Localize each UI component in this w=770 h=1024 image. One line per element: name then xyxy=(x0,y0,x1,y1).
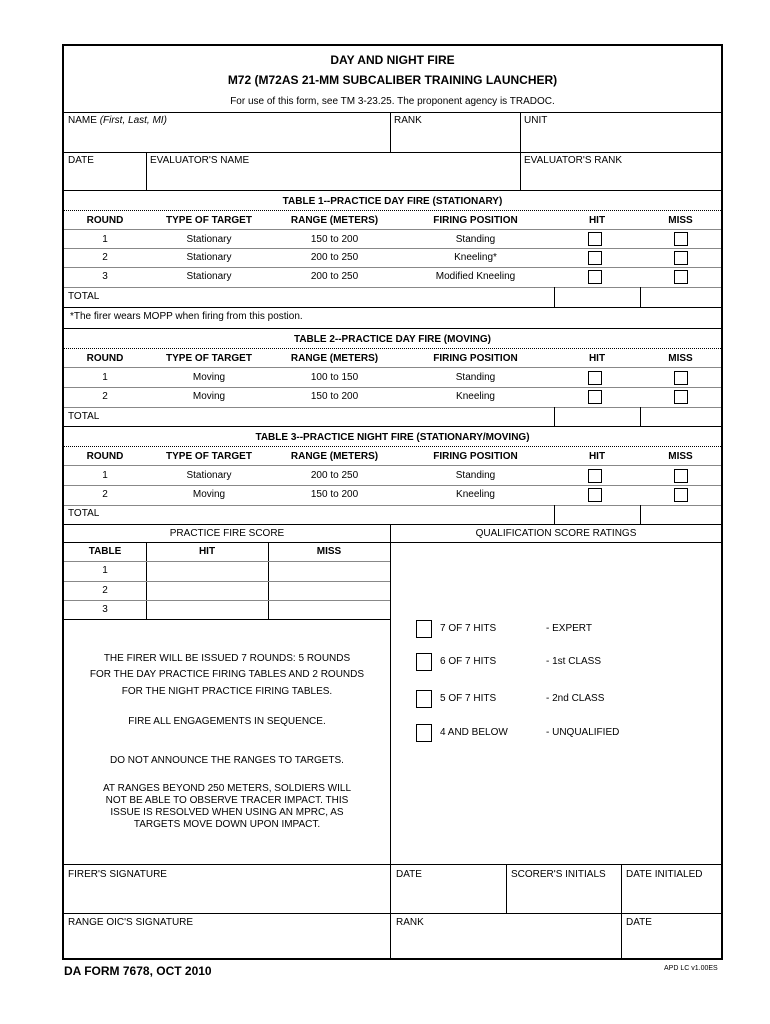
t1-position: Kneeling* xyxy=(454,252,497,263)
score-row-table: 3 xyxy=(102,604,108,615)
range-oic-signature-field[interactable] xyxy=(64,930,390,958)
version-label: APD LC v1.00ES xyxy=(664,965,718,972)
table2-title: TABLE 2--PRACTICE DAY FIRE (MOVING) xyxy=(293,334,492,345)
t1-col-round: ROUND xyxy=(86,215,124,226)
form-frame xyxy=(62,44,723,960)
t3-r1-hit-checkbox[interactable] xyxy=(588,469,602,483)
instruction-line: TARGETS MOVE DOWN UPON IMPACT. xyxy=(133,819,321,830)
t2-round: 1 xyxy=(102,372,108,383)
rating-label: - EXPERT xyxy=(546,623,592,634)
instruction-line: DO NOT ANNOUNCE THE RANGES TO TARGETS. xyxy=(110,755,344,766)
oic-date-label: DATE xyxy=(626,917,652,928)
t1-round: 3 xyxy=(102,271,108,282)
rating-hits: 5 OF 7 HITS xyxy=(440,693,497,704)
score-row3-miss-field[interactable] xyxy=(269,601,390,619)
t2-r2-miss-checkbox[interactable] xyxy=(674,390,688,404)
t2-col-hit: HIT xyxy=(588,353,606,364)
form-usage-note: For use of this form, see TM 3-23.25. The proponent agency is TRADOC. xyxy=(230,96,555,107)
rating-unqualified-checkbox[interactable] xyxy=(416,724,432,742)
t1-r1-miss-checkbox[interactable] xyxy=(674,232,688,246)
t1-range: 200 to 250 xyxy=(310,271,359,282)
oic-date-field[interactable] xyxy=(622,930,721,958)
t2-total-label: TOTAL xyxy=(68,411,100,422)
instruction-line: THE FIRER WILL BE ISSUED 7 ROUNDS: 5 ROUNDS xyxy=(103,653,351,664)
t3-round: 2 xyxy=(102,489,108,500)
date-field[interactable] xyxy=(64,167,146,190)
scorer-initials-label: SCORER'S INITIALS xyxy=(511,869,606,880)
t2-total-hit-field[interactable] xyxy=(555,408,640,426)
t3-col-hit: HIT xyxy=(588,451,606,462)
sig-date-field[interactable] xyxy=(391,882,506,913)
unit-label: UNIT xyxy=(524,115,548,126)
t3-r2-miss-checkbox[interactable] xyxy=(674,488,688,502)
instruction-line: FOR THE NIGHT PRACTICE FIRING TABLES. xyxy=(121,686,333,697)
t1-type: Stationary xyxy=(186,271,232,282)
firer-signature-label: FIRER'S SIGNATURE xyxy=(68,869,167,880)
t2-round: 2 xyxy=(102,391,108,402)
scorer-initials-field[interactable] xyxy=(507,882,621,913)
t1-position: Modified Kneeling xyxy=(435,271,516,282)
score-row1-hit-field[interactable] xyxy=(147,562,268,581)
date-label: DATE xyxy=(68,155,94,166)
t1-col-hit: HIT xyxy=(588,215,606,226)
t1-type: Stationary xyxy=(186,234,232,245)
t2-r1-hit-checkbox[interactable] xyxy=(588,371,602,385)
t3-range: 150 to 200 xyxy=(310,489,359,500)
t2-col-round: ROUND xyxy=(86,353,124,364)
table3-title: TABLE 3--PRACTICE NIGHT FIRE (STATIONARY/MOVING) xyxy=(255,432,530,443)
t1-col-miss: MISS xyxy=(668,215,693,226)
oic-rank-field[interactable] xyxy=(391,930,621,958)
t2-r1-miss-checkbox[interactable] xyxy=(674,371,688,385)
evaluator-name-field[interactable] xyxy=(147,167,520,190)
score-row2-hit-field[interactable] xyxy=(147,582,268,600)
t3-total-label: TOTAL xyxy=(68,508,100,519)
t1-range: 150 to 200 xyxy=(310,234,359,245)
t1-total-label: TOTAL xyxy=(68,291,100,302)
sig-date-label: DATE xyxy=(396,869,422,880)
score-row-table: 1 xyxy=(102,565,108,576)
oic-rank-label: RANK xyxy=(396,917,424,928)
t3-total-miss-field[interactable] xyxy=(641,506,721,524)
score-col-miss: MISS xyxy=(316,546,342,557)
t2-type: Moving xyxy=(192,391,226,402)
t3-r2-hit-checkbox[interactable] xyxy=(588,488,602,502)
instruction-line: FIRE ALL ENGAGEMENTS IN SEQUENCE. xyxy=(128,716,326,727)
t1-total-miss-field[interactable] xyxy=(641,288,721,307)
score-row-table: 2 xyxy=(102,585,108,596)
t3-r1-miss-checkbox[interactable] xyxy=(674,469,688,483)
rating-label: - 1st CLASS xyxy=(546,656,602,667)
score-row3-hit-field[interactable] xyxy=(147,601,268,619)
rank-field[interactable] xyxy=(391,126,520,152)
rating-expert-checkbox[interactable] xyxy=(416,620,432,638)
rating-hits: 7 OF 7 HITS xyxy=(440,623,497,634)
t3-type: Moving xyxy=(192,489,226,500)
t1-round: 1 xyxy=(102,234,108,245)
t3-type: Stationary xyxy=(186,470,232,481)
form-title: DAY AND NIGHT FIRE xyxy=(330,53,455,67)
practice-score-title: PRACTICE FIRE SCORE xyxy=(169,528,285,539)
t2-position: Standing xyxy=(455,372,496,383)
t1-footnote: *The firer wears MOPP when firing from this postion. xyxy=(70,311,303,322)
instruction-line: FOR THE DAY PRACTICE FIRING TABLES AND 2 ROUNDS xyxy=(89,669,365,680)
score-row1-miss-field[interactable] xyxy=(269,562,390,581)
t2-r2-hit-checkbox[interactable] xyxy=(588,390,602,404)
t3-position: Kneeling xyxy=(456,489,495,500)
score-col-table: TABLE xyxy=(88,546,122,557)
t3-col-type: TYPE OF TARGET xyxy=(166,451,252,462)
t2-col-miss: MISS xyxy=(668,353,693,364)
t3-total-hit-field[interactable] xyxy=(555,506,640,524)
t2-position: Kneeling xyxy=(456,391,495,402)
t3-col-position: FIRING POSITION xyxy=(433,451,518,462)
rating-2nd-class-checkbox[interactable] xyxy=(416,690,432,708)
t2-col-position: FIRING POSITION xyxy=(433,353,518,364)
t1-r3-hit-checkbox[interactable] xyxy=(588,270,602,284)
ratings-title: QUALIFICATION SCORE RATINGS xyxy=(475,528,637,539)
score-row2-miss-field[interactable] xyxy=(269,582,390,600)
firer-signature-field[interactable] xyxy=(64,882,390,913)
t2-total-miss-field[interactable] xyxy=(641,408,721,426)
t3-position: Standing xyxy=(455,470,496,481)
date-initialed-field[interactable] xyxy=(622,882,721,913)
name-label: NAME (First, Last, MI) xyxy=(68,115,167,126)
date-initialed-label: DATE INITIALED xyxy=(626,869,703,880)
form-subtitle: M72 (M72AS 21-MM SUBCALIBER TRAINING LAUNCHER) xyxy=(227,73,558,87)
rating-hits: 6 OF 7 HITS xyxy=(440,656,497,667)
rating-label: - UNQUALIFIED xyxy=(546,727,620,738)
t1-position: Standing xyxy=(455,234,496,245)
unit-field[interactable] xyxy=(521,126,721,152)
rank-label: RANK xyxy=(394,115,422,126)
name-field[interactable] xyxy=(64,126,390,152)
form-number: DA FORM 7678, OCT 2010 xyxy=(64,964,212,978)
t1-r3-miss-checkbox[interactable] xyxy=(674,270,688,284)
t2-range: 100 to 150 xyxy=(310,372,359,383)
instruction-line: NOT BE ABLE TO OBSERVE TRACER IMPACT. THIS xyxy=(105,795,349,806)
t1-r2-miss-checkbox[interactable] xyxy=(674,251,688,265)
t1-r2-hit-checkbox[interactable] xyxy=(588,251,602,265)
rating-1st-class-checkbox[interactable] xyxy=(416,653,432,671)
range-oic-signature-label: RANGE OIC'S SIGNATURE xyxy=(68,917,194,928)
t1-col-position: FIRING POSITION xyxy=(433,215,518,226)
t1-r1-hit-checkbox[interactable] xyxy=(588,232,602,246)
t1-type: Stationary xyxy=(186,252,232,263)
evaluator-rank-label: EVALUATOR'S RANK xyxy=(524,155,623,166)
instruction-line: ISSUE IS RESOLVED WHEN USING AN MPRC, AS xyxy=(110,807,344,818)
t1-col-type: TYPE OF TARGET xyxy=(166,215,252,226)
t3-col-range: RANGE (METERS) xyxy=(290,451,379,462)
t3-round: 1 xyxy=(102,470,108,481)
t2-col-range: RANGE (METERS) xyxy=(290,353,379,364)
table1-title: TABLE 1--PRACTICE DAY FIRE (STATIONARY) xyxy=(282,196,503,207)
t3-range: 200 to 250 xyxy=(310,470,359,481)
t3-col-miss: MISS xyxy=(668,451,693,462)
score-col-hit: HIT xyxy=(198,546,216,557)
t1-col-range: RANGE (METERS) xyxy=(290,215,379,226)
t2-type: Moving xyxy=(192,372,226,383)
rating-hits: 4 AND BELOW xyxy=(440,727,508,738)
t1-range: 200 to 250 xyxy=(310,252,359,263)
rating-label: - 2nd CLASS xyxy=(546,693,605,704)
t3-col-round: ROUND xyxy=(86,451,124,462)
t2-col-type: TYPE OF TARGET xyxy=(166,353,252,364)
evaluator-rank-field[interactable] xyxy=(521,167,721,190)
t2-range: 150 to 200 xyxy=(310,391,359,402)
t1-round: 2 xyxy=(102,252,108,263)
t1-total-hit-field[interactable] xyxy=(555,288,640,307)
instruction-line: AT RANGES BEYOND 250 METERS, SOLDIERS WILL xyxy=(102,783,352,794)
evaluator-name-label: EVALUATOR'S NAME xyxy=(150,155,250,166)
